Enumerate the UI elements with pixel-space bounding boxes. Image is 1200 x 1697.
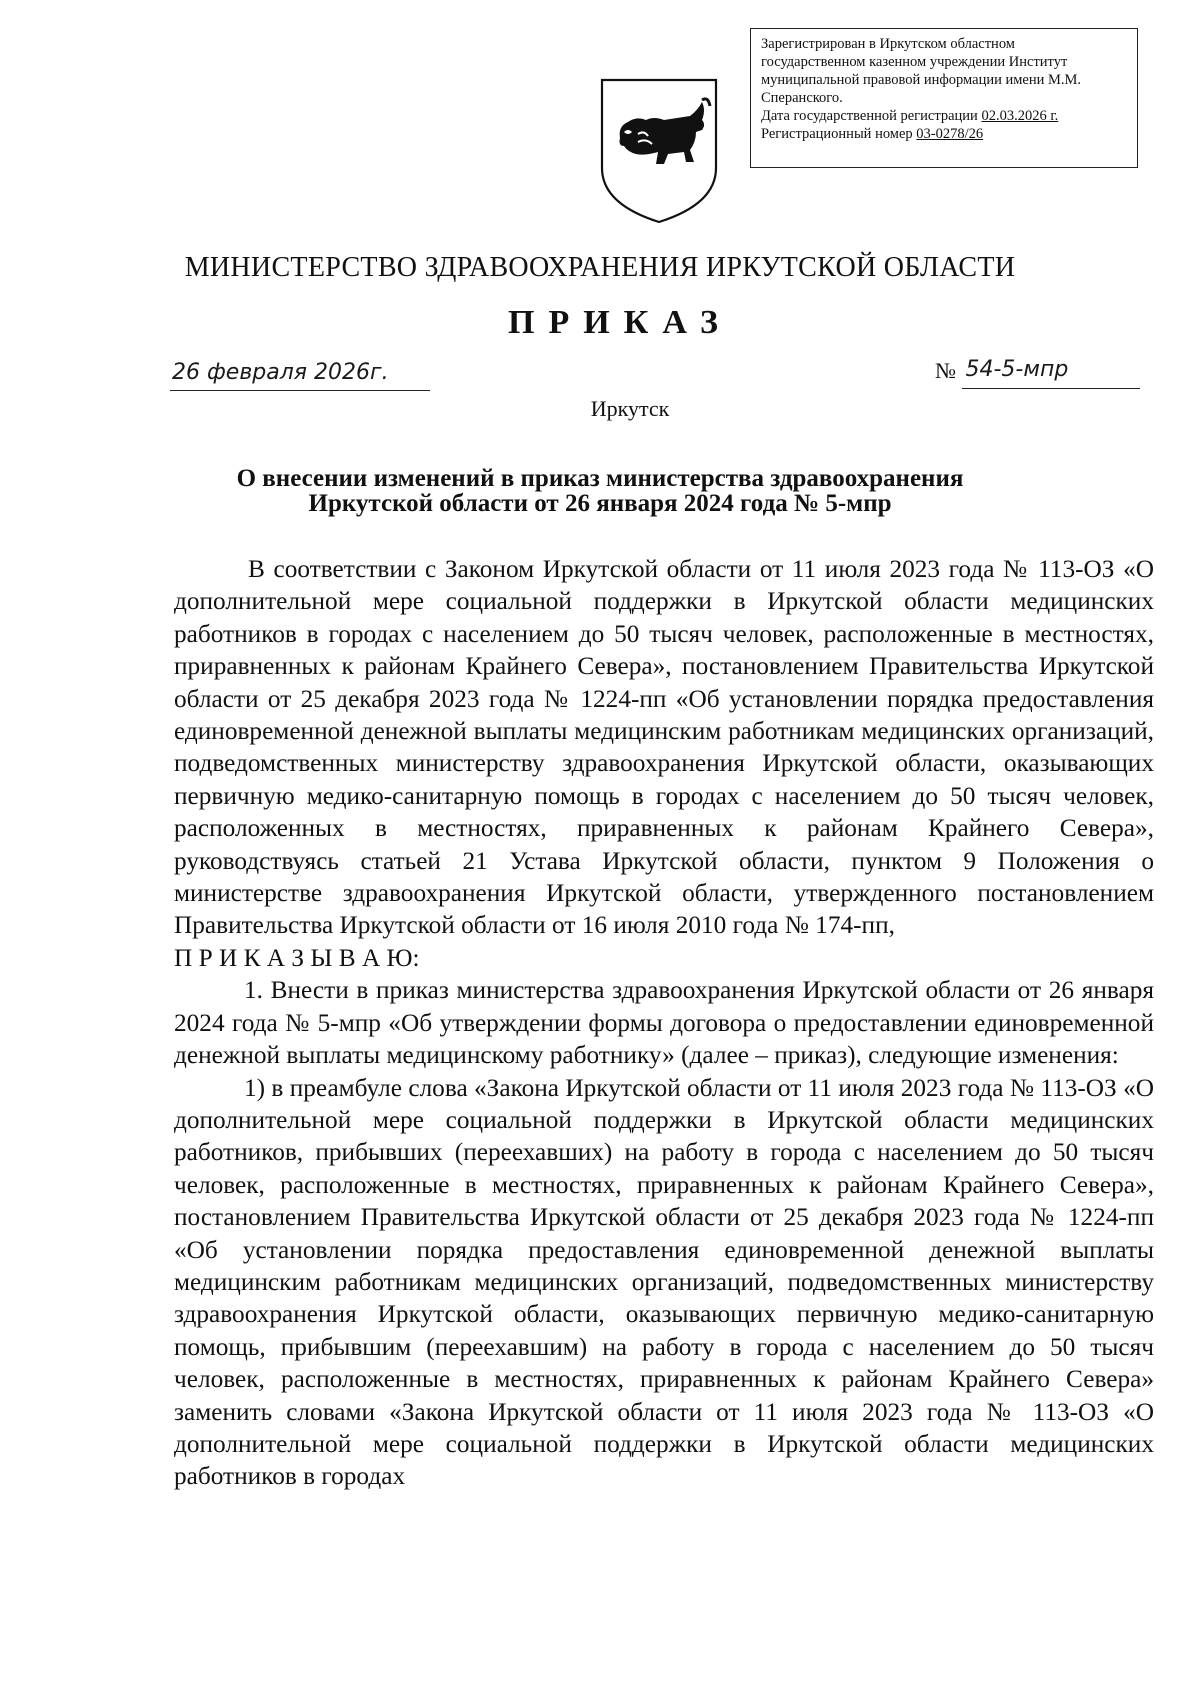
registration-stamp — [750, 28, 1138, 168]
item-1-paragraph: 1. Внести в приказ министерства здравоохранения Иркутской области от 26 января 2024 года № 5-мпр «Об утверждении формы договора о предоставлении единовременной денежной выплаты медицинскому работнику» (далее – приказ), следующие изменения: — [174, 976, 1154, 1070]
stamp-line: Сперанского. — [761, 90, 843, 106]
subject-line: Иркутской области от 26 января 2024 года № 5-мпр — [308, 490, 892, 517]
stamp-date-row — [761, 107, 1127, 125]
stamp-number-label: Регистрационный номер — [761, 126, 913, 142]
stamp-number-value: 03-0278/26 — [916, 126, 984, 142]
stamp-line: муниципальной правовой информации имени М.М. — [761, 72, 1082, 88]
order-word: П Р И К А З Ы В А Ю: — [174, 943, 420, 972]
date-underline — [170, 390, 430, 391]
stamp-line: государственном казенном учреждении Институт — [761, 54, 1068, 70]
preamble-paragraph: В соответствии с Законом Иркутской области от 11 июля 2023 года № 113-ОЗ «О дополнительной мере социальной поддержки в Иркутской области медицинских работников в городах с населением до 50 тысяч человек, расположенные в местностях, приравненных к районам Крайнего Севера», постановлением Правительства Иркутской области от 25 декабря 2023 года № 1224-пп «Об установлении порядка предоставления единовременной денежной выплаты медицинским работникам медицинских организаций, подведомственных министерству здравоохранения Иркутской области, оказывающих первичную медико-санитарную помощь в городах с населением до 50 тысяч человек, расположенных в местностях, приравненных к районам Крайнего Севера», руководствуясь статьей 21 Устава Иркутской области, пунктом 9 Положения о министерстве здравоохранения Иркутской области, утвержденного постановлением Правительства Иркутской области от 16 июля 2010 года № 174-пп, — [174, 555, 1154, 940]
number-value: 54-5-мпр — [965, 357, 1069, 382]
document-subject — [0, 466, 1200, 516]
irkutsk-coat-of-arms-icon — [598, 76, 720, 224]
stamp-line: Зарегистрирован в Иркутском областном — [761, 36, 1015, 52]
stamp-number-row — [761, 125, 1127, 143]
ministry-name: МИНИСТЕРСТВО ЗДРАВООХРАНЕНИЯ ИРКУТСКОЙ ОБЛАСТИ — [184, 252, 1016, 283]
stamp-date-value: 02.03.2026 г. — [981, 108, 1059, 124]
document-type: ПРИКАЗ — [508, 304, 732, 341]
subject-line: О внесении изменений в приказ министерства здравоохранения — [236, 465, 964, 492]
document-date: 26 февраля 2026г. — [172, 360, 389, 385]
document-number — [935, 357, 1069, 384]
document-city: Иркутск — [590, 396, 670, 421]
stamp-date-label: Дата государственной регистрации — [761, 108, 978, 124]
number-prefix: № — [935, 358, 956, 383]
item-1-1-paragraph: 1) в преамбуле слова «Закона Иркутской области от 11 июля 2023 года № 113-ОЗ «О дополнительной мере социальной поддержки в Иркутской области медицинских работников, прибывших (переехавших) на работу в города с населением до 50 тысяч человек, расположенные в местностях, приравненных к районам Крайнего Севера», постановлением Правительства Иркутской области от 25 декабря 2023 года № 1224-пп «Об установлении порядка предоставления единовременной денежной выплаты медицинским работникам медицинских организаций, подведомственных министерству здравоохранения Иркутской области, оказывающих первичную медико-санитарную помощь, прибывшим (переехавшим) на работу в города с населением до 50 тысяч человек, расположенные в местностях, приравненных к районам Крайнего Севера» заменить словами «Закона Иркутской области от 11 июля 2023 года № 113-ОЗ «О дополнительной мере социальной поддержки в Иркутской области медицинских работников в городах — [174, 1073, 1154, 1491]
document-body — [174, 553, 1154, 1493]
number-underline — [962, 388, 1140, 389]
